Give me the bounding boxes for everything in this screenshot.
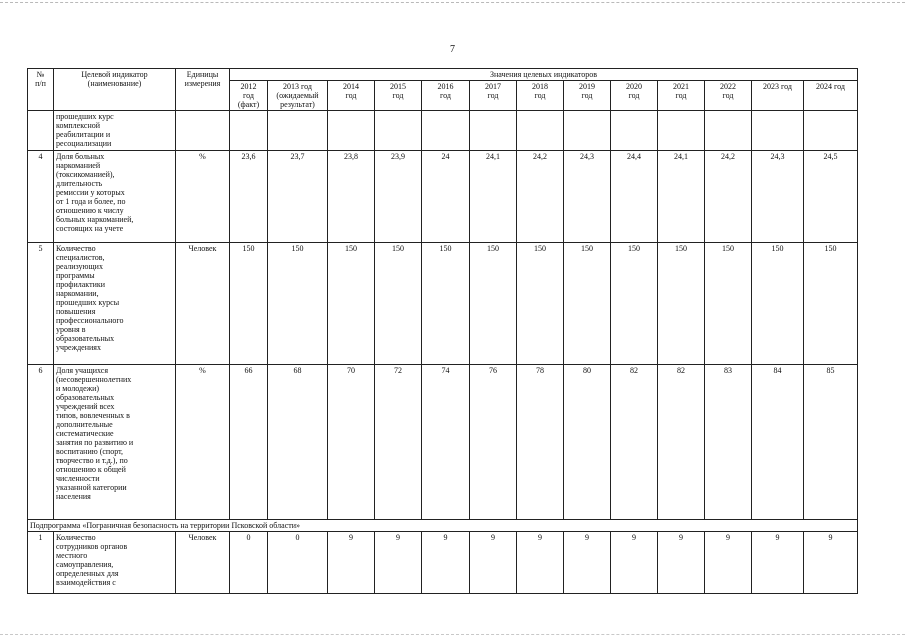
table-row — [28, 151, 858, 243]
value-cell: 66 — [230, 365, 268, 520]
value-cell: 9 — [517, 532, 564, 594]
value-cell: 23,7 — [268, 151, 328, 243]
value-cell — [658, 111, 705, 151]
header-num: № п/п — [28, 69, 54, 111]
value-cell: 83 — [705, 365, 752, 520]
value-cell: 150 — [517, 243, 564, 365]
value-cell — [375, 111, 422, 151]
value-cell: 150 — [422, 243, 470, 365]
value-cell: 150 — [658, 243, 705, 365]
header-values-group: Значения целевых индикаторов — [230, 69, 858, 81]
value-cell: 24,1 — [658, 151, 705, 243]
header-year: 2023 год — [752, 81, 804, 111]
value-cell: 24,5 — [804, 151, 858, 243]
header-year: 2024 год — [804, 81, 858, 111]
value-cell: 24,2 — [705, 151, 752, 243]
header-year: 2018 год — [517, 81, 564, 111]
value-cell — [328, 111, 375, 151]
value-cell: 150 — [328, 243, 375, 365]
row-num: 5 — [28, 243, 54, 365]
value-cell — [564, 111, 611, 151]
value-cell: 9 — [611, 532, 658, 594]
table-row — [28, 243, 858, 365]
table-row — [28, 365, 858, 520]
indicator-name: Количество сотрудников органов местного самоуправления, определенных для взаимодействия с — [54, 532, 176, 594]
value-cell: 24,4 — [611, 151, 658, 243]
value-cell: 150 — [470, 243, 517, 365]
value-cell: 9 — [564, 532, 611, 594]
value-cell: 150 — [705, 243, 752, 365]
value-cell: 9 — [470, 532, 517, 594]
value-cell — [804, 111, 858, 151]
header-year: 2012 год (факт) — [230, 81, 268, 111]
value-cell: 24,2 — [517, 151, 564, 243]
unit — [176, 111, 230, 151]
value-cell — [268, 111, 328, 151]
value-cell: 0 — [230, 532, 268, 594]
value-cell — [705, 111, 752, 151]
value-cell — [752, 111, 804, 151]
value-cell: 150 — [230, 243, 268, 365]
header-year: 2019 год — [564, 81, 611, 111]
value-cell: 23,9 — [375, 151, 422, 243]
scan-edge-bottom — [0, 634, 905, 635]
value-cell: 24,3 — [752, 151, 804, 243]
value-cell: 150 — [564, 243, 611, 365]
unit: % — [176, 365, 230, 520]
indicator-name: Доля учащихся (несовершеннолетних и молодежи) образовательных учреждений всех типов, вовлеченных в дополнительные систематические занятия по развитию и воспитанию (спорт, творчество и т.д.), по отношению к общей численности указанной категории населения — [54, 365, 176, 520]
row-num — [28, 111, 54, 151]
value-cell: 23,8 — [328, 151, 375, 243]
value-cell: 72 — [375, 365, 422, 520]
unit: Человек — [176, 532, 230, 594]
subprogram-title: Подпрограмма «Пограничная безопасность на территории Псковской области» — [28, 520, 858, 532]
value-cell — [422, 111, 470, 151]
value-cell: 0 — [268, 532, 328, 594]
row-num: 1 — [28, 532, 54, 594]
value-cell: 24,3 — [564, 151, 611, 243]
indicator-name: прошедших курс комплексной реабилитации и ресоциализации — [54, 111, 176, 151]
value-cell: 9 — [375, 532, 422, 594]
value-cell: 150 — [611, 243, 658, 365]
header-year: 2016 год — [422, 81, 470, 111]
value-cell: 23,6 — [230, 151, 268, 243]
indicators-table — [27, 68, 858, 594]
unit: Человек — [176, 243, 230, 365]
indicator-name: Доля больных наркоманией (токсикоманией), длительность ремиссии у которых от 1 года и более, по отношению к числу больных наркоманией, состоящих на учете — [54, 151, 176, 243]
header-year: 2020 год — [611, 81, 658, 111]
value-cell: 76 — [470, 365, 517, 520]
value-cell: 9 — [705, 532, 752, 594]
value-cell: 24,1 — [470, 151, 517, 243]
header-unit: Единицы измерения — [176, 69, 230, 111]
value-cell: 68 — [268, 365, 328, 520]
value-cell — [230, 111, 268, 151]
value-cell: 78 — [517, 365, 564, 520]
value-cell: 9 — [804, 532, 858, 594]
subprogram-row — [28, 520, 858, 532]
header-year: 2015 год — [375, 81, 422, 111]
value-cell: 85 — [804, 365, 858, 520]
header-year: 2017 год — [470, 81, 517, 111]
value-cell: 82 — [658, 365, 705, 520]
header-year: 2013 год (ожидаемый результат) — [268, 81, 328, 111]
header-year: 2014 год — [328, 81, 375, 111]
header-year: 2021 год — [658, 81, 705, 111]
row-num: 6 — [28, 365, 54, 520]
scan-edge-top — [0, 2, 905, 3]
value-cell — [470, 111, 517, 151]
indicator-name: Количество специалистов, реализующих программы профилактики наркомании, прошедших курсы повышения профессионального уровня в образовательных учреждениях — [54, 243, 176, 365]
unit: % — [176, 151, 230, 243]
header-year: 2022 год — [705, 81, 752, 111]
value-cell: 70 — [328, 365, 375, 520]
header-name: Целевой индикатор (наименование) — [54, 69, 176, 111]
value-cell: 84 — [752, 365, 804, 520]
row-num: 4 — [28, 151, 54, 243]
value-cell — [517, 111, 564, 151]
value-cell: 9 — [658, 532, 705, 594]
value-cell: 150 — [375, 243, 422, 365]
value-cell — [611, 111, 658, 151]
page-number: 7 — [450, 44, 455, 55]
value-cell: 150 — [752, 243, 804, 365]
value-cell: 9 — [422, 532, 470, 594]
value-cell: 74 — [422, 365, 470, 520]
value-cell: 9 — [328, 532, 375, 594]
table-row — [28, 532, 858, 594]
value-cell: 9 — [752, 532, 804, 594]
table-row — [28, 111, 858, 151]
value-cell: 80 — [564, 365, 611, 520]
value-cell: 150 — [268, 243, 328, 365]
value-cell: 150 — [804, 243, 858, 365]
value-cell: 24 — [422, 151, 470, 243]
value-cell: 82 — [611, 365, 658, 520]
